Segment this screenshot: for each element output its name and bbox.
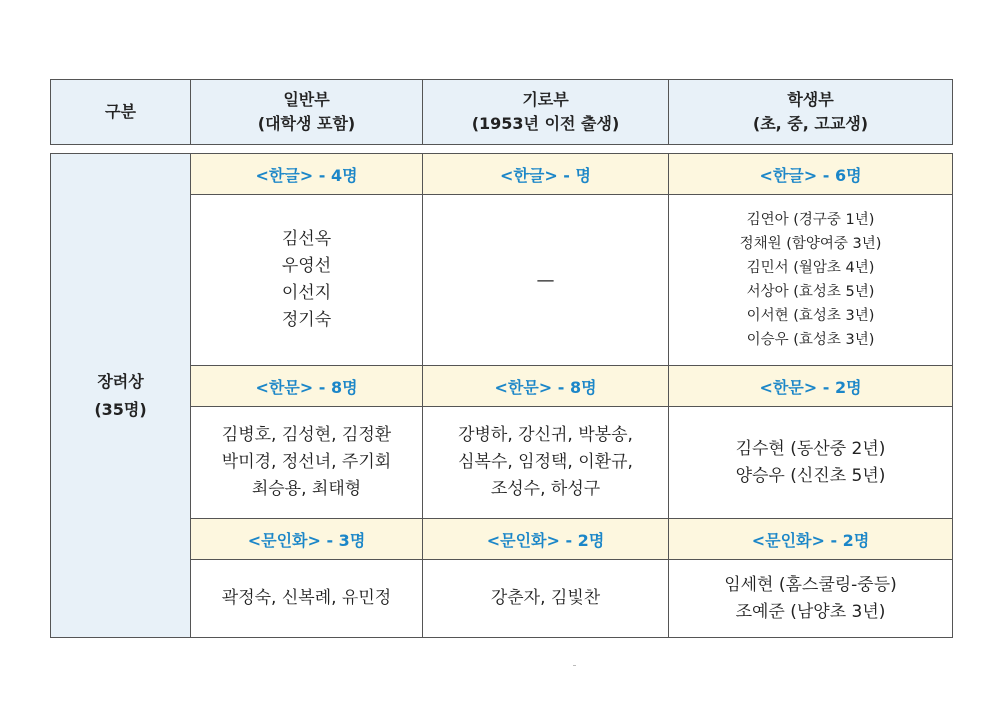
names-general: [191, 560, 423, 638]
name-item: 정채원 (함양여중 3년): [739, 236, 882, 252]
section-header-student: <한글> - 6명: [669, 154, 953, 195]
section-header-general: <문인화> - 3명: [191, 519, 423, 560]
section-header-student: <한문> - 2명: [669, 366, 953, 407]
header-table: [50, 79, 953, 145]
award-category-cell: [51, 154, 191, 638]
name-item: 박미경, 정선녀, 주기회: [221, 452, 392, 472]
name-item: 강춘자, 김빛찬: [490, 588, 601, 608]
name-item: 조예준 (남양초 3년): [735, 601, 886, 622]
header-senior: [423, 80, 669, 145]
name-item: 서상아 (효성초 5년): [746, 284, 875, 300]
header-general: [191, 80, 423, 145]
names-student: [669, 195, 953, 366]
award-count: (35명): [94, 399, 147, 419]
header-category-text: 구분: [105, 102, 136, 121]
section-header-general: <한글> - 4명: [191, 154, 423, 195]
name-item: 심복수, 임정택, 이환규,: [458, 452, 633, 472]
names-senior: [423, 407, 669, 519]
name-item: 곽정숙, 신복례, 유민정: [221, 588, 392, 608]
names-senior: [423, 560, 669, 638]
names-general: [191, 195, 423, 366]
name-item: 김선옥: [281, 229, 332, 249]
section-header-student: <문인화> - 2명: [669, 519, 953, 560]
section-header-general: <한문> - 8명: [191, 366, 423, 407]
names-senior: [423, 195, 669, 366]
name-item: 양승우 (신진초 5년): [735, 465, 886, 486]
name-item: 정기숙: [281, 310, 332, 330]
name-item: 강병하, 강신귀, 박봉송,: [458, 425, 633, 445]
section-header-row: [51, 154, 953, 195]
section-header-senior: <한글> - 명: [423, 154, 669, 195]
name-item: 김연아 (경구중 1년): [746, 212, 875, 228]
names-general: [191, 407, 423, 519]
names-student: [669, 407, 953, 519]
section-header-senior: <문인화> - 2명: [423, 519, 669, 560]
name-item: 이서현 (효성초 3년): [746, 308, 875, 324]
name-item: 임세현 (홈스쿨링-중등): [724, 574, 897, 595]
header-student: [669, 80, 953, 145]
names-student: [669, 560, 953, 638]
name-item: 우영선: [281, 256, 332, 276]
name-item: 김수현 (동산중 2년): [735, 438, 886, 459]
award-label: 장려상: [97, 371, 144, 391]
name-item: 최승용, 최태형: [251, 479, 362, 499]
header-senior-sub: (1953년 이전 출생): [471, 114, 620, 133]
name-item: 이승우 (효성초 3년): [746, 332, 875, 348]
award-table: [50, 153, 953, 638]
name-item: 조성수, 하성구: [490, 479, 601, 499]
section-header-senior: <한문> - 8명: [423, 366, 669, 407]
scan-speck: [573, 665, 576, 666]
header-category: [51, 80, 191, 145]
header-student-title: 학생부: [787, 90, 834, 109]
empty-dash: —: [536, 269, 555, 291]
header-general-sub: (대학생 포함): [257, 114, 356, 133]
header-senior-title: 기로부: [522, 90, 569, 109]
header-student-sub: (초, 중, 고교생): [752, 114, 869, 133]
header-general-title: 일반부: [283, 90, 330, 109]
name-item: 이선지: [281, 283, 332, 303]
name-item: 김민서 (월암초 4년): [746, 260, 875, 276]
name-item: 김병호, 김성현, 김정환: [221, 425, 392, 445]
